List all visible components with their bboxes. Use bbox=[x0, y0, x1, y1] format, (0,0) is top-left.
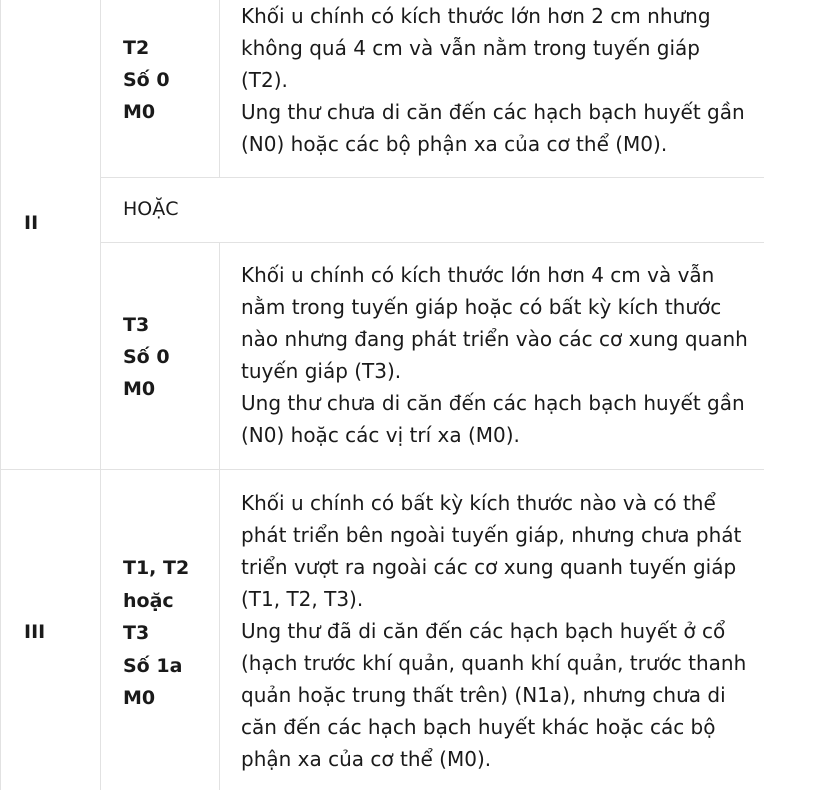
row-divider bbox=[0, 469, 764, 470]
stage-description bbox=[241, 487, 751, 775]
stage-column-divider bbox=[100, 0, 101, 790]
tnm-code: Số 1a bbox=[123, 655, 183, 677]
tnm-code: Số 0 bbox=[123, 69, 170, 91]
tumor-description: Khối u chính có kích thước lớn hơn 4 cm và vẫn nằm trong tuyến giáp hoặc có bất kỳ kích thước nào nhưng đang phát triển vào các cơ xung quanh tuyến giáp (T3). bbox=[241, 263, 748, 383]
tumor-description: Khối u chính có bất kỳ kích thước nào và có thể phát triển bên ngoài tuyến giáp, nhưng chưa phát triển vượt ra ngoài các cơ xung quanh tuyến giáp (T1, T2, T3). bbox=[241, 491, 742, 611]
tnm-code: T3 bbox=[123, 314, 150, 336]
row-divider bbox=[100, 242, 764, 243]
tnm-code: Số 0 bbox=[123, 346, 170, 368]
stage-description bbox=[241, 259, 751, 451]
spread-description: Ung thư chưa di căn đến các hạch bạch huyết gần (N0) hoặc các bộ phận xa của cơ thể (M0). bbox=[241, 100, 745, 156]
tnm-code: M0 bbox=[123, 101, 156, 123]
stage-label: III bbox=[24, 621, 46, 643]
row-divider bbox=[100, 177, 764, 178]
tnm-code: T3 bbox=[123, 622, 150, 644]
tumor-description: Khối u chính có kích thước lớn hơn 2 cm nhưng không quá 4 cm và vẫn nằm trong tuyến giáp (T2). bbox=[241, 4, 711, 92]
tnm-code: M0 bbox=[123, 378, 156, 400]
stage-label: II bbox=[24, 212, 39, 234]
tnm-code: T1, T2 bbox=[123, 557, 190, 579]
tnm-code: hoặc bbox=[123, 590, 174, 612]
spread-description: Ung thư chưa di căn đến các hạch bạch huyết gần (N0) hoặc các vị trí xa (M0). bbox=[241, 391, 745, 447]
code-column-divider bbox=[219, 243, 220, 790]
or-separator: HOẶC bbox=[123, 198, 179, 220]
code-column-divider bbox=[219, 0, 220, 178]
tnm-code: M0 bbox=[123, 687, 156, 709]
tnm-code: T2 bbox=[123, 37, 150, 59]
stage-description bbox=[241, 0, 751, 160]
spread-description: Ung thư đã di căn đến các hạch bạch huyết ở cổ (hạch trước khí quản, quanh khí quản, trước thanh quản hoặc trung thất trên) (N1a), nhưng chưa di căn đến các hạch bạch huyết khác hoặc các bộ phận xa của cơ thể (M0). bbox=[241, 619, 747, 771]
table-left-border bbox=[0, 0, 1, 790]
